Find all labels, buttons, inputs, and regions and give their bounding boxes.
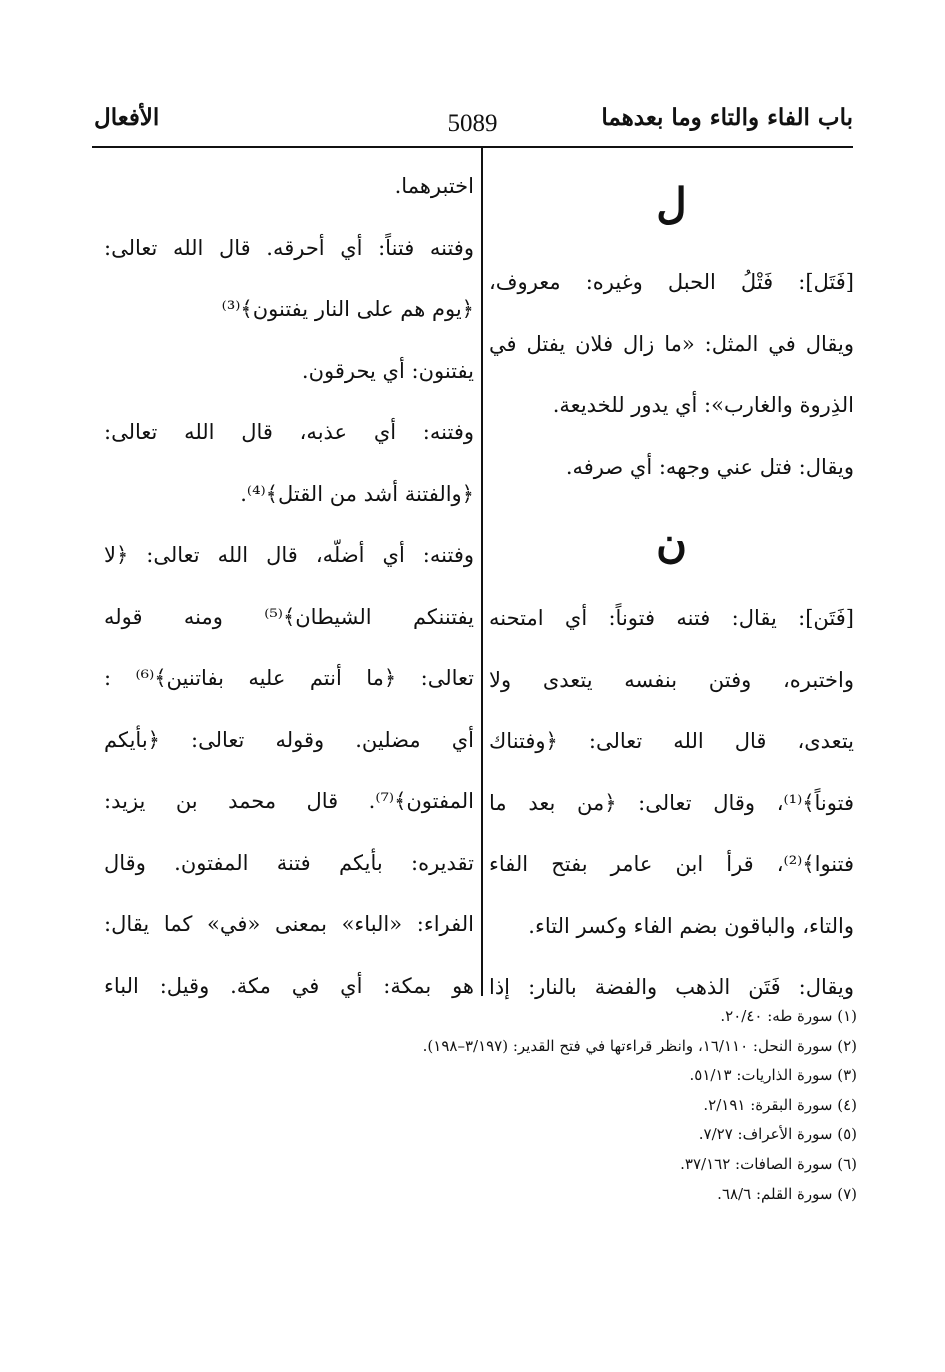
text-line: المفتون﴾⁽⁷⁾. قال محمد بن يزيد: — [104, 789, 474, 813]
text-line: اختبرهما. — [394, 174, 474, 198]
text-line: والتاء، والباقون بضم الفاء وكسر التاء. — [528, 913, 854, 938]
text-line: يتعدى، قال الله تعالى: ﴿وفتناك — [489, 729, 854, 753]
section-title: الأفعال — [94, 104, 160, 131]
text-line: فتوناً﴾⁽¹⁾، وقال تعالى: ﴿من بعد ما — [489, 790, 854, 815]
text-line: يفتننكم الشيطان﴾⁽⁵⁾ ومنه قوله — [104, 604, 474, 629]
text-line: يفتنون: أي يحرقون. — [301, 358, 474, 383]
footnote: (٦) سورة الصافات: ٣٧/١٦٢. — [680, 1154, 857, 1173]
section-letter-lam: ل — [656, 179, 687, 228]
page-number: 5089 — [447, 110, 498, 137]
text-line: تقديره: بأيكم فتنة المفتون. وقال — [104, 850, 474, 875]
text-line: [فَتَن]: يقال: فتنه فتوناً: أي امتحنه — [489, 606, 854, 630]
footnote: (١) سورة طه: ٢٠/٤٠. — [720, 1007, 857, 1025]
text-line: واختبره، وفتن بنفسه يتعدى ولا — [489, 667, 854, 692]
text-line: فتنوا﴾⁽²⁾، قرأ ابن عامر بفتح الفاء — [489, 852, 854, 876]
header-rule — [92, 146, 853, 148]
text-line: هو بمكة: أي في مكة. وقيل: الباء — [104, 973, 474, 998]
footnote: (٢) سورة النحل: ١٦/١١٠، وانظر قراءتها في فتح القدير: (٣/١٩٧–١٩٨). — [422, 1036, 857, 1055]
text-line: تعالى: ﴿ما أنتم عليه بفاتنين﴾⁽⁶⁾ : — [104, 666, 474, 690]
column-divider — [481, 148, 483, 996]
footnote: (٧) سورة القلم: ٦٨/٦. — [717, 1184, 857, 1203]
text-line: الفراء: «الباء» بمعنى «في» كما يقال: — [104, 912, 474, 936]
text-line: [فَتَل]: فَتْلُ الحبل وغيره: معروف، — [489, 270, 854, 294]
section-letter-nun: ن — [656, 518, 687, 567]
right-column — [489, 156, 854, 1019]
text-line: وفتنه فتناً: أي أحرقه. قال الله تعالى: — [104, 235, 474, 260]
footnote: (٤) سورة البقرة: ٢/١٩١. — [703, 1095, 857, 1114]
footnotes — [237, 1002, 857, 1209]
footnote: (٥) سورة الأعراف: ٧/٢٧. — [698, 1125, 857, 1144]
text-line: أي مضلين. وقوله تعالى: ﴿بأيكم — [104, 727, 474, 752]
text-line: الذِروة والغارب»: أي يدور للخديعة. — [552, 393, 854, 417]
chapter-title: باب الفاء والتاء وما بعدهما — [601, 104, 853, 131]
text-line: ﴿والفتنة أشد من القتل﴾⁽⁴⁾. — [240, 481, 474, 506]
text-line: ويقال في المثل: «ما زال فلان يفتل في — [489, 331, 854, 356]
text-line: ﴿يوم هم على النار يفتنون﴾⁽³⁾ — [221, 297, 474, 321]
left-column — [104, 156, 474, 1017]
footnote: (٣) سورة الذاريات: ٥١/١٣. — [689, 1066, 857, 1085]
text-line: ويقال: فتل عني وجهه: أي صرفه. — [565, 454, 854, 479]
text-line: ويقال: فَتَن الذهب والفضة بالنار: إذا — [489, 975, 854, 999]
text-line: وفتنه: أي أضلّه، قال الله تعالى: ﴿لا — [104, 543, 474, 567]
text-line: وفتنه: أي عذبه، قال الله تعالى: — [104, 420, 474, 444]
